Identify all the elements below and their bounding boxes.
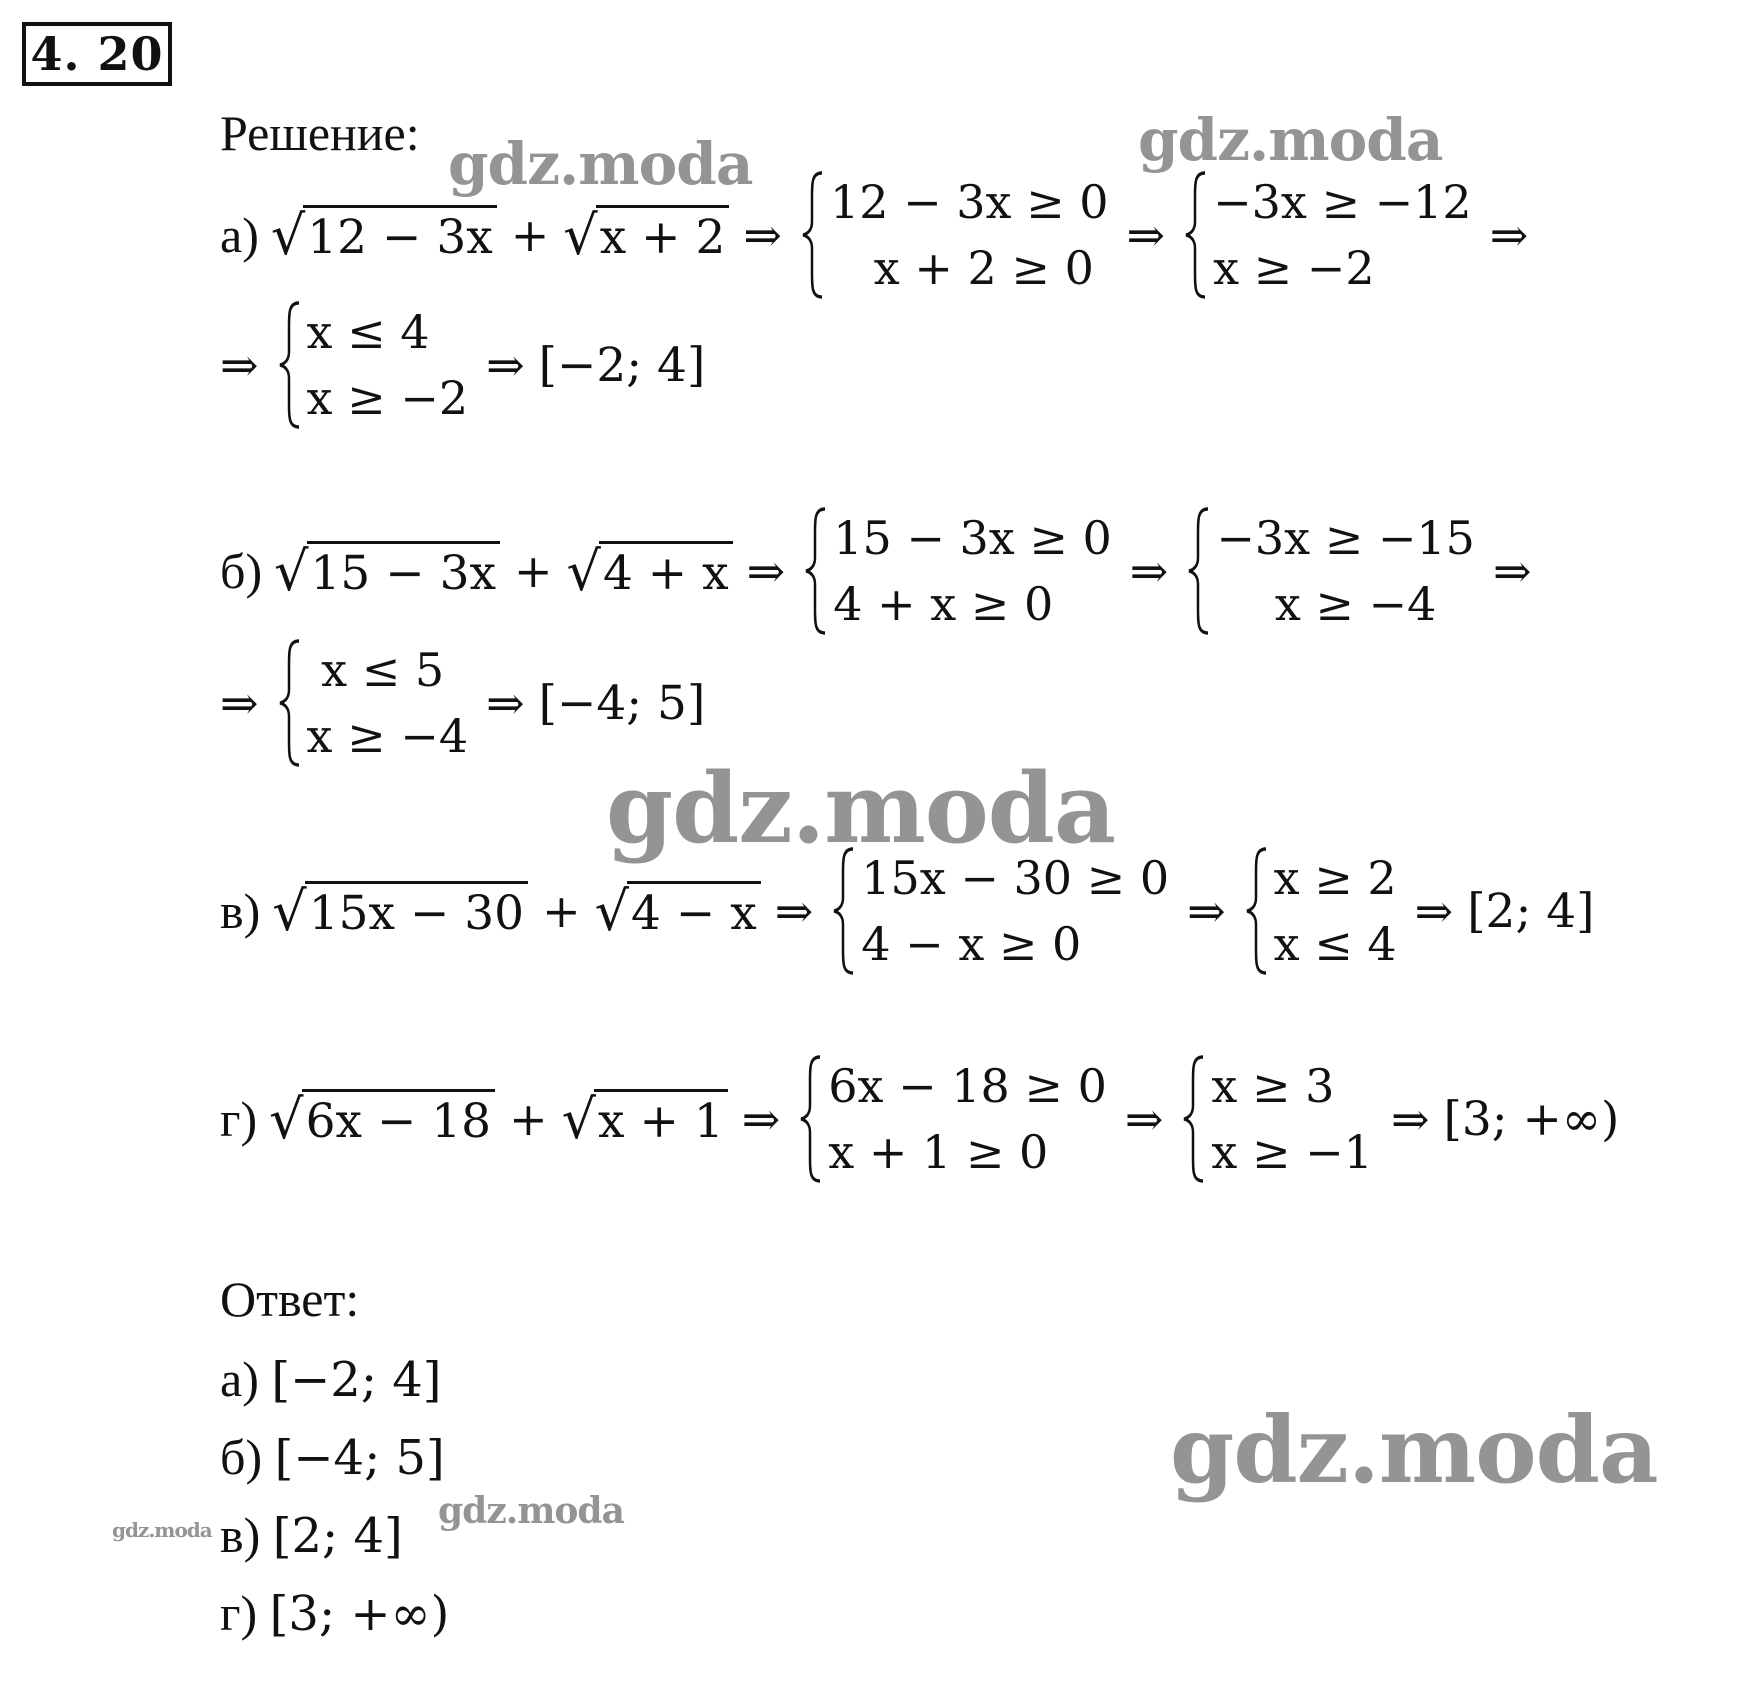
radicand: x + 2 [596,205,730,266]
implies-arrow: ⇒ [1124,1092,1164,1146]
system-line: x ≥ 3 [1211,1059,1335,1113]
radical-sign: √ [272,879,307,943]
implies-arrow: ⇒ [486,676,525,730]
implies-arrow: ⇒ [220,338,259,392]
system-line: x + 1 ≥ 0 [828,1125,1049,1179]
system-line: 12 − 3x ≥ 0 [829,175,1109,229]
radical-sign: √ [270,203,306,267]
interval-result: [2; 4] [1467,883,1595,939]
brace-icon [803,505,829,637]
system-line: x ≤ 4 [306,305,430,359]
answer-label: Ответ: [220,1271,360,1327]
radicand: 4 − x [627,881,761,942]
part-a-line-2 [220,305,706,425]
brace-icon [1244,845,1270,977]
part-d-line-1 [220,1059,1620,1179]
radical-sign: √ [269,1087,304,1151]
sqrt-expression [272,881,528,942]
system-line: −3x ≥ −12 [1213,175,1472,229]
answer-item-value: [3; +∞) [269,1586,450,1642]
system-line: x ≥ −2 [306,371,469,425]
sqrt-expression [563,205,729,266]
answer-item-value: [2; 4] [272,1508,403,1564]
inequality-system [277,299,469,431]
brace-icon [798,1053,824,1185]
implies-arrow: ⇒ [1492,544,1532,598]
brace-icon [1183,169,1209,301]
implies-arrow: ⇒ [1390,1092,1430,1146]
inequality-system [803,505,1112,637]
radicand: 12 − 3x [303,205,496,266]
problem-number: 4. 20 [22,22,172,86]
sqrt-expression [269,1089,495,1150]
solution-label: Решение: [220,105,420,161]
part-c-line-1 [220,851,1595,971]
implies-arrow: ⇒ [1129,544,1169,598]
system-line: 15x − 30 ≥ 0 [861,851,1170,905]
watermark: gdz.moda [1138,106,1443,174]
brace-icon [277,637,303,769]
answer-item [220,1584,449,1642]
implies-arrow: ⇒ [486,338,525,392]
part-b-line-2 [220,643,706,763]
part-b-line-1 [220,511,1546,631]
implies-arrow: ⇒ [1187,884,1226,938]
answer-item-label: в) [220,1507,261,1563]
brace-icon [277,299,303,431]
answer-item [220,1350,442,1408]
plus-sign: + [542,884,581,938]
answer-item-value: [−2; 4] [271,1352,442,1408]
implies-arrow: ⇒ [774,884,814,938]
system-line: x ≥ −1 [1211,1125,1373,1179]
system-line: 6x − 18 ≥ 0 [828,1059,1107,1113]
inequality-system [798,1053,1107,1185]
brace-icon [1186,505,1212,637]
system-line: x ≥ −2 [1213,241,1375,295]
radical-sign: √ [561,1087,597,1151]
radicand: 4 + x [599,541,733,602]
inequality-system [1244,845,1397,977]
system-line: 15 − 3x ≥ 0 [833,511,1112,565]
answer-item-label: б) [220,1429,263,1485]
sqrt-expression [562,1089,728,1150]
system-line: x ≤ 5 [306,643,445,697]
sqrt-expression [271,205,497,266]
part-a-label: а) [220,207,259,263]
system-line: x ≥ −4 [306,709,469,763]
plus-sign: + [510,208,550,262]
sqrt-expression [595,881,761,942]
interval-result: [−2; 4] [538,337,706,393]
answer-item [220,1428,445,1486]
plus-sign: + [509,1092,548,1146]
interval-result: [3; +∞) [1443,1091,1620,1147]
radical-sign: √ [594,879,630,943]
watermark: gdz.moda [112,1518,212,1542]
system-line: 4 + x ≥ 0 [833,577,1054,631]
system-line: x ≥ −4 [1216,577,1437,631]
system-line: x ≥ 2 [1273,851,1397,905]
implies-arrow: ⇒ [1126,208,1166,262]
watermark: gdz.moda [1170,1396,1658,1504]
watermark: gdz.moda [606,752,1116,865]
radical-sign: √ [274,539,309,603]
inequality-system [1186,505,1475,637]
answer-item-label: а) [220,1351,259,1407]
inequality-system [800,169,1109,301]
part-c-label: в) [220,883,261,939]
radical-sign: √ [566,539,601,603]
answer-item-value: [−4; 5] [274,1430,445,1486]
part-a-line-1 [220,175,1542,295]
implies-arrow: ⇒ [743,208,782,262]
sqrt-expression [274,541,500,602]
answer-item-label: г) [220,1585,258,1641]
radical-sign: √ [563,203,598,267]
answer-item [220,1506,403,1564]
brace-icon [800,169,826,301]
interval-result: [−4; 5] [538,675,706,731]
inequality-system [1181,1053,1373,1185]
system-line: x + 2 ≥ 0 [829,241,1094,295]
inequality-system [1183,169,1472,301]
system-line: −3x ≥ −15 [1216,511,1475,565]
radicand: 15 − 3x [307,541,500,602]
part-b-label: б) [220,543,263,599]
radicand: 6x − 18 [302,1089,495,1150]
watermark: gdz.moda [438,1490,624,1532]
implies-arrow: ⇒ [1414,884,1454,938]
radicand: x + 1 [594,1089,728,1150]
plus-sign: + [514,544,553,598]
watermark: gdz.moda [448,130,753,198]
implies-arrow: ⇒ [746,544,786,598]
implies-arrow: ⇒ [220,676,259,730]
brace-icon [1181,1053,1207,1185]
inequality-system [277,637,469,769]
sqrt-expression [567,541,733,602]
radicand: 15x − 30 [305,881,528,942]
part-d-label: г) [220,1091,258,1147]
implies-arrow: ⇒ [1489,208,1529,262]
implies-arrow: ⇒ [741,1092,781,1146]
system-line: x ≤ 4 [1273,917,1397,971]
system-line: 4 − x ≥ 0 [861,917,1082,971]
